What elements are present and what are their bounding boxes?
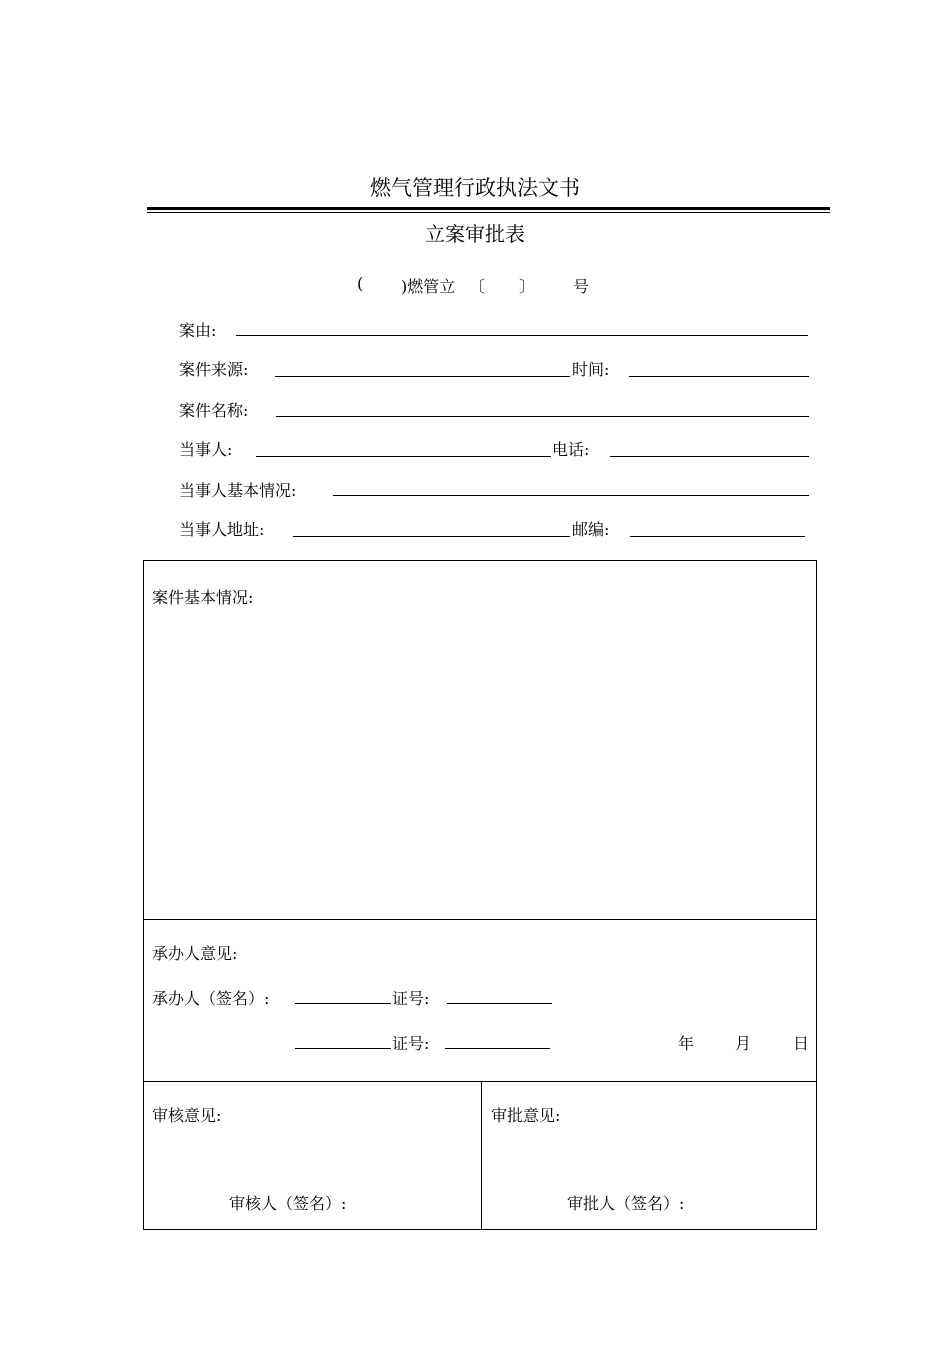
phone-field[interactable] (610, 456, 809, 457)
cert-no-1-label: 证号: (392, 989, 430, 1008)
case-cause-field[interactable] (236, 335, 808, 336)
case-basic-info-cell[interactable] (143, 560, 817, 920)
number-open-bracket: 〔 (469, 277, 486, 296)
year-label: 年 (678, 1034, 695, 1053)
case-source-label: 案件来源: (179, 360, 249, 379)
time-label: 时间: (572, 360, 610, 379)
time-field[interactable] (629, 376, 809, 377)
cert-no-2-label: 证号: (392, 1034, 430, 1053)
review-opinion-label: 审核意见: (152, 1106, 222, 1125)
handler-signature-label: 承办人（签名）: (152, 989, 270, 1008)
handler-signature-2-field[interactable] (295, 1048, 391, 1049)
number-open-paren: ( (357, 274, 364, 293)
postcode-label: 邮编: (572, 520, 610, 539)
cert-no-1-field[interactable] (447, 1003, 552, 1004)
case-name-field[interactable] (276, 416, 809, 417)
case-basic-info-label: 案件基本情况: (152, 588, 254, 607)
case-cause-label: 案由: (179, 321, 217, 340)
cert-no-2-field[interactable] (445, 1048, 550, 1049)
month-label: 月 (735, 1034, 752, 1053)
party-address-label: 当事人地址: (179, 520, 265, 539)
party-address-field[interactable] (293, 536, 570, 537)
approval-opinion-label: 审批意见: (491, 1106, 561, 1125)
day-label: 日 (793, 1034, 810, 1053)
handler-opinion-cell[interactable] (143, 919, 817, 1082)
handler-opinion-label: 承办人意见: (152, 944, 238, 963)
form-title: 立案审批表 (425, 222, 525, 246)
review-opinion-cell[interactable] (143, 1081, 482, 1230)
party-basic-info-label: 当事人基本情况: (179, 481, 297, 500)
phone-label: 电话: (552, 440, 590, 459)
handler-signature-1-field[interactable] (295, 1003, 391, 1004)
case-source-field[interactable] (275, 376, 570, 377)
party-field[interactable] (256, 456, 551, 457)
approver-signature-label: 审批人（签名）: (567, 1194, 685, 1213)
party-label: 当事人: (179, 440, 233, 459)
reviewer-signature-label: 审核人（签名）: (229, 1194, 347, 1213)
number-close-bracket: 〕 (519, 277, 536, 296)
number-suffix: 号 (573, 277, 590, 296)
number-org-prefix: )燃管立 (401, 277, 456, 296)
document-series-title: 燃气管理行政执法文书 (370, 176, 580, 200)
party-basic-info-field[interactable] (333, 495, 809, 496)
case-name-label: 案件名称: (179, 401, 249, 420)
header-rule-thick (147, 207, 830, 210)
approval-opinion-cell[interactable] (481, 1081, 817, 1230)
postcode-field[interactable] (630, 536, 805, 537)
header-rule-thin (147, 212, 830, 213)
